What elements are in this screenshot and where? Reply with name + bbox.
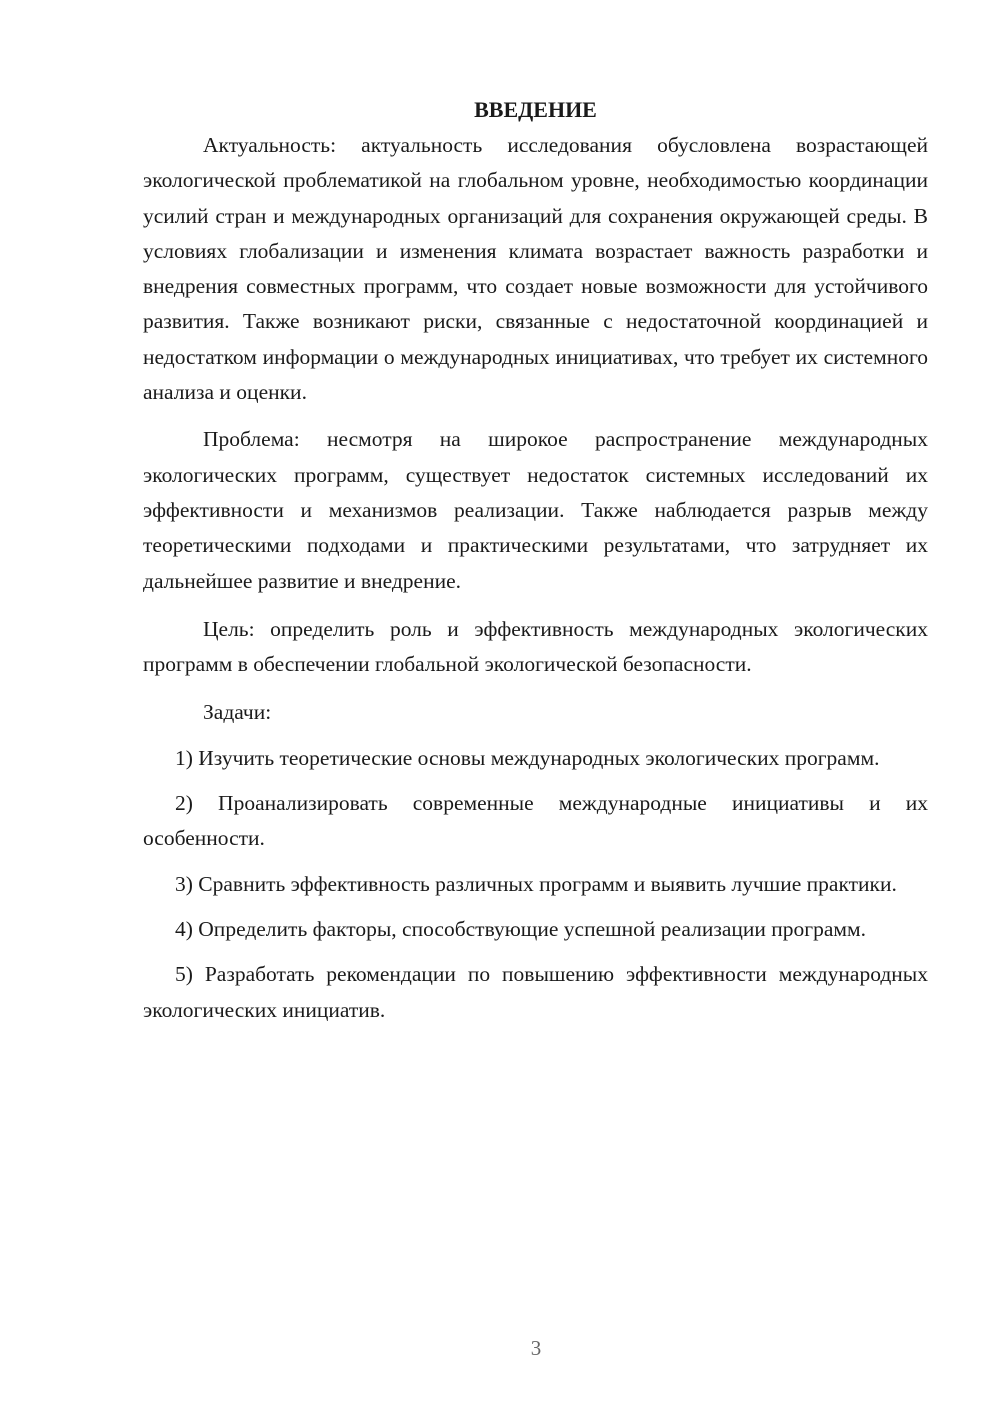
task-item: 1) Изучить теоретические основы международных экологических программ.	[175, 745, 880, 770]
paragraph-problem: Проблема: несмотря на широкое распространение международных экологических программ, существует недостаток системных исследований их эффективности и механизмов реализации. Также наблюдается разрыв между теоретическими подходами и практическими результатами, что затрудняет их дальнейшее развитие и внедрение.	[143, 427, 928, 593]
paragraph-goal: Цель: определить роль и эффективность международных экологических программ в обеспечении глобальной экологической безопасности.	[143, 616, 928, 677]
task-item: 4) Определить факторы, способствующие успешной реализации программ.	[175, 916, 866, 941]
paragraph-relevance: Актуальность: актуальность исследования обусловлена возрастающей экологической проблематикой на глобальном уровне, необходимостью координации усилий стран и международных организаций для сохранения окружающей среды. В условиях глобализации и изменения климата возрастает важность разработки и внедрения совместных программ, что создает новые возможности для устойчивого развития. Также возникают риски, связанные с недостаточной координацией и недостатком информации о международных инициативах, что требует их системного анализа и оценки.	[143, 133, 928, 405]
paragraph-tasks-label: Задачи:	[203, 700, 272, 725]
task-item: 3) Сравнить эффективность различных программ и выявить лучшие практики.	[175, 871, 897, 896]
document-page	[143, 92, 928, 1028]
page-number: 3	[530, 1336, 542, 1360]
task-list	[143, 741, 928, 1028]
task-item: 5) Разработать рекомендации по повышению эффективности международных экологических инициатив.	[143, 962, 928, 1022]
section-heading: ВВЕДЕНИЕ	[474, 97, 597, 122]
task-item: 2) Проанализировать современные международные инициативы и их особенности.	[143, 791, 928, 851]
